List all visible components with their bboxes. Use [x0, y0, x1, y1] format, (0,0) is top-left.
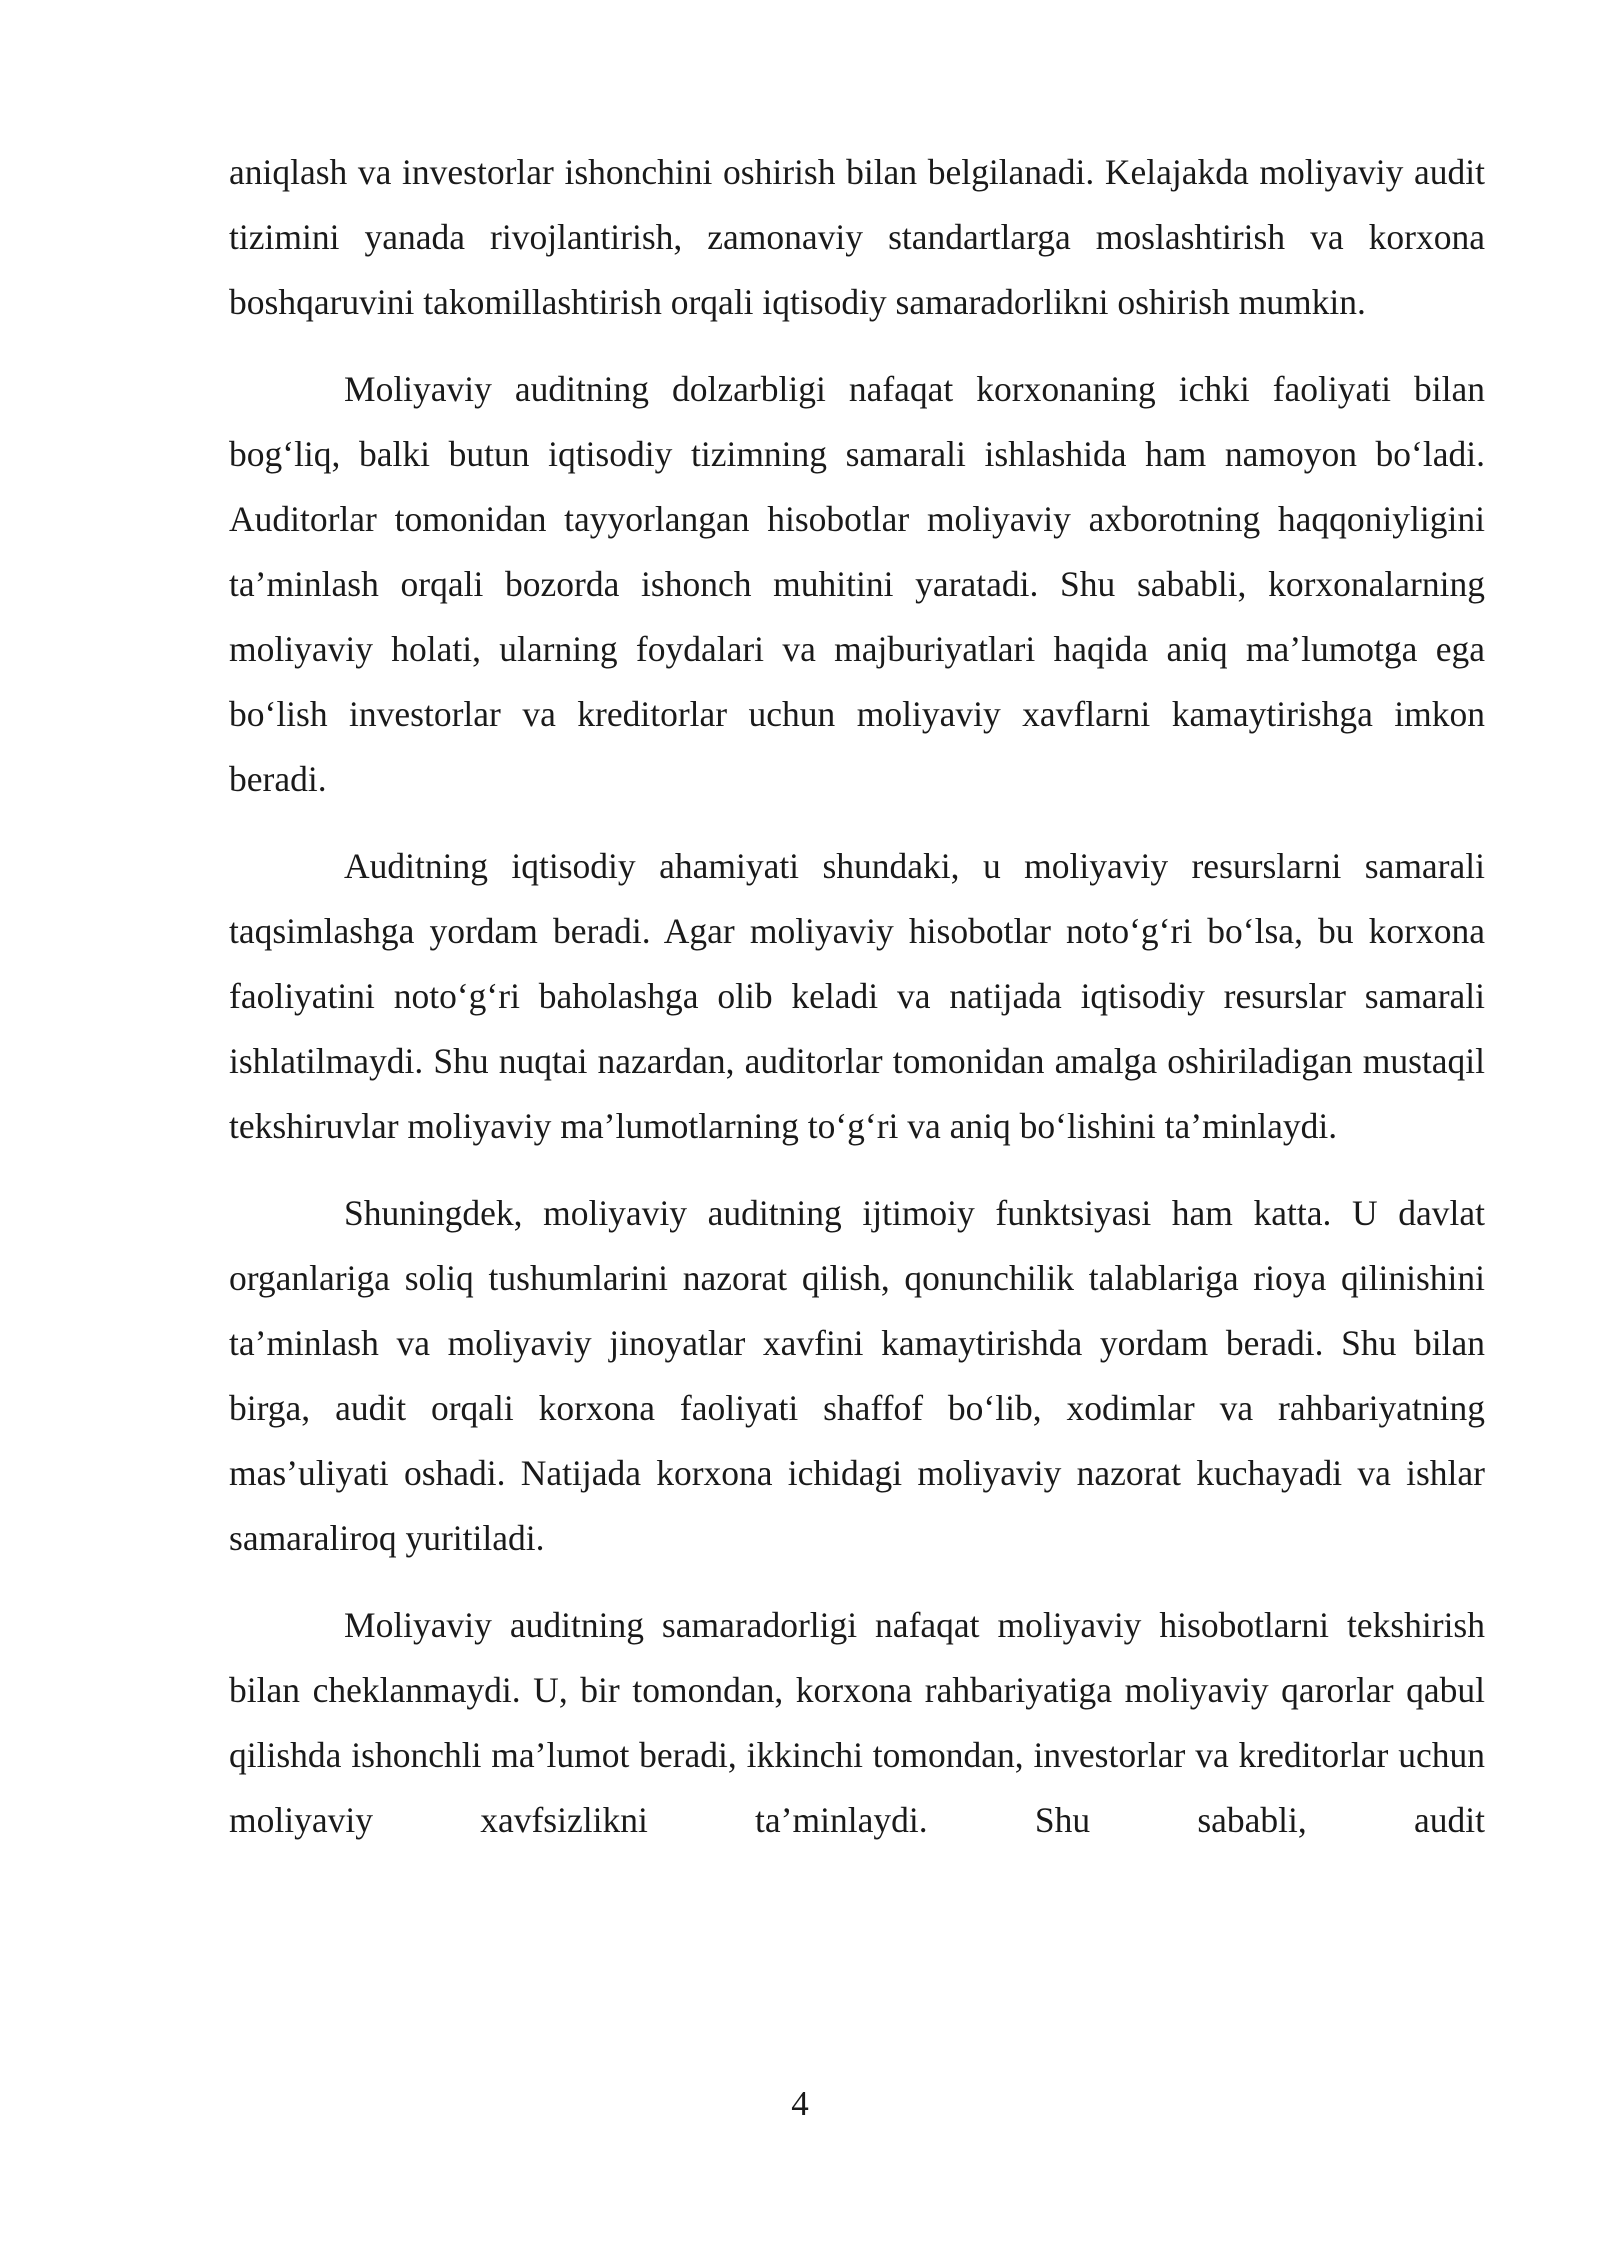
paragraph-effectiveness: Moliyaviy auditning samaradorligi nafaqat moliyaviy hisobotlarni tekshirish bilan cheklanmaydi. U, bir tomondan, korxona rahbariyatiga moliyaviy qarorlar qabul qilishda ishonchli ma’lumot beradi, ikkinchi tomondan, investorlar va kreditorlar uchun moliyaviy xavfsizlikni ta’minlaydi. Shu sababli, audit — [229, 1605, 1485, 1840]
body-text — [229, 140, 1485, 1853]
paragraph-continuation: aniqlash va investorlar ishonchini oshirish bilan belgilanadi. Kelajakda moliyaviy audit tizimini yanada rivojlantirish, zamonaviy standartlarga moslashtirish va korxona boshqaruvini takomillashtirish orqali iqtisodiy samaradorlikni oshirish mumkin. — [229, 152, 1485, 322]
paragraph-economic-significance: Auditning iqtisodiy ahamiyati shundaki, u moliyaviy resurslarni samarali taqsimlashga yordam beradi. Agar moliyaviy hisobotlar noto‘g‘ri bo‘lsa, bu korxona faoliyatini noto‘g‘ri baholashga olib keladi va natijada iqtisodiy resurslar samarali ishlatilmaydi. Shu nuqtai nazardan, auditorlar tomonidan amalga oshiriladigan mustaqil tekshiruvlar moliyaviy ma’lumotlarning to‘g‘ri va aniq bo‘lishini ta’minlaydi. — [229, 846, 1485, 1146]
paragraph-relevance: Moliyaviy auditning dolzarbligi nafaqat korxonaning ichki faoliyati bilan bog‘liq, balki butun iqtisodiy tizimning samarali ishlashida ham namoyon bo‘ladi. Auditorlar tomonidan tayyorlangan hisobotlar moliyaviy axborotning haqqoniyligini ta’minlash orqali bozorda ishonch muhitini yaratadi. Shu sababli, korxonalarning moliyaviy holati, ularning foydalari va majburiyatlari haqida aniq ma’lumotga ega bo‘lish investorlar va kreditorlar uchun moliyaviy xavflarni kamaytirishga imkon beradi. — [229, 369, 1485, 799]
page-number: 4 — [791, 2084, 809, 2123]
paragraph-social-function: Shuningdek, moliyaviy auditning ijtimoiy funktsiyasi ham katta. U davlat organlariga soliq tushumlarini nazorat qilish, qonunchilik talablariga rioya qilinishini ta’minlash va moliyaviy jinoyatlar xavfini kamaytirishda yordam beradi. Shu bilan birga, audit orqali korxona faoliyati shaffof bo‘lib, xodimlar va rahbariyatning mas’uliyati oshadi. Natijada korxona ichidagi moliyaviy nazorat kuchayadi va ishlar samaraliroq yuritiladi. — [229, 1193, 1485, 1558]
